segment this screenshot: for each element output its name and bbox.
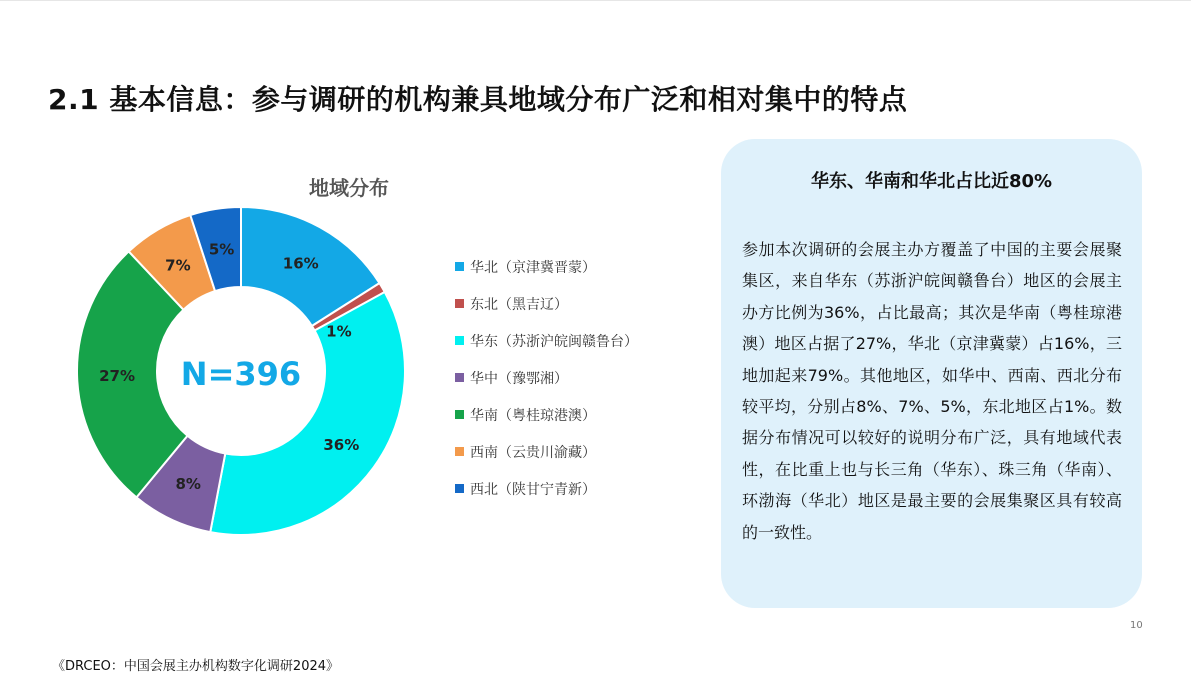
slice-label-4: 27% [99,366,136,385]
slice-label-1: 1% [326,322,352,341]
legend-swatch [455,447,464,456]
legend-label: 东北（黑吉辽） [470,296,568,313]
legend-swatch [455,299,464,308]
slice-label-5: 7% [165,256,191,275]
legend-label: 华北（京津冀晋蒙） [470,259,596,276]
legend-label: 华中（豫鄂湘） [470,370,568,387]
page-number: 10 [1130,620,1143,631]
legend-label: 华南（粤桂琼港澳） [470,407,596,424]
legend-item [455,470,638,507]
legend-swatch [455,373,464,382]
legend-item [455,433,638,470]
center-label: N=396 [180,355,302,393]
slice-label-2: 36% [323,435,360,454]
panel-title: 华东、华南和华北占比近80% [810,171,1053,192]
slice-label-6: 5% [208,240,235,259]
donut-slice-2 [210,292,405,535]
legend-swatch [455,262,464,271]
legend-swatch [455,336,464,345]
summary-panel [721,139,1142,608]
legend-item [455,248,638,285]
slice-label-0: 16% [282,254,319,273]
legend-item [455,322,638,359]
legend-item [455,285,638,322]
panel-body: 参加本次调研的会展主办方覆盖了中国的主要会展聚集区，来自华东（苏浙沪皖闽赣鲁台）地区的会展主办方比例为36%，占比最高；其次是华南（粤桂琼港澳）地区占据了27%，华北（京津冀蒙）占16%，三地加起来79%。其他地区，如华中、西南、西北分布较平均，分别占8%、7%、5%，东北地区占1%。数据分布情况可以较好的说明分布广泛，具有地域代表性，在比重上也与长三角（华东）、珠三角（华南）、环渤海（华北）地区是最主要的会展集聚区具有较高的一致性。 [742,240,1122,542]
source-note: 《DRCEO：中国会展主办机构数字化调研2024》 [52,659,340,674]
legend-swatch [455,410,464,419]
page-title: 2.1 基本信息：参与调研的机构兼具地域分布广泛和相对集中的特点 [48,83,908,116]
legend-label: 华东（苏浙沪皖闽赣鲁台） [470,333,638,350]
legend-swatch [455,484,464,493]
legend-item [455,359,638,396]
chart-title: 地域分布 [309,176,389,200]
slice-label-3: 8% [175,475,201,494]
legend-label: 西南（云贵川渝藏） [470,444,596,461]
legend-label: 西北（陕甘宁青新） [470,481,596,498]
chart-legend [455,248,638,507]
legend-item [455,396,638,433]
